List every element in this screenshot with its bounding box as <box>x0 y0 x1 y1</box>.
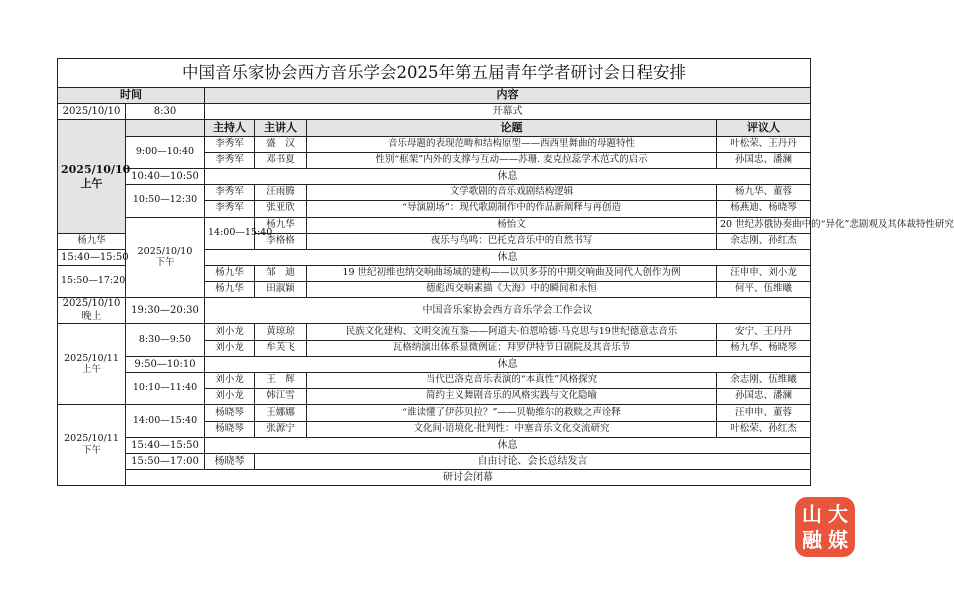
speaker-cell: 李格格 <box>255 233 307 249</box>
speaker-cell: 盛 汉 <box>255 136 307 152</box>
closing-cell: 研讨会闭幕 <box>126 470 811 486</box>
time-cell: 10:50—12:30 <box>126 185 205 217</box>
host-cell: 李秀军 <box>205 136 255 152</box>
reviewer-cell: 安宁、王丹丹 <box>717 324 811 340</box>
table-row <box>58 373 811 389</box>
table-row <box>58 324 811 340</box>
topic-cell: 性别“框架”内外的支撑与互动——苏珊. 麦克拉蕊学术范式的启示 <box>307 152 717 168</box>
reviewer-cell: 余志刚、孙红杰 <box>717 233 811 249</box>
host-cell: 杨九华 <box>58 233 126 249</box>
topic-cell: 音乐母题的表现范畴和结构原型——西西里舞曲的母题特性 <box>307 136 717 152</box>
topic-cell: 文化间·语境化·批判性：中塞音乐文化交流研究 <box>307 421 717 437</box>
date-cell: 2025/10/10 <box>58 104 126 120</box>
speaker-cell: 邹 迪 <box>255 266 307 282</box>
host-cell: 杨九华 <box>205 266 255 282</box>
speaker-cell: 汪雨腾 <box>255 185 307 201</box>
host-cell: 刘小龙 <box>205 340 255 356</box>
host-cell: 杨九华 <box>255 217 307 233</box>
logo-char: 融 <box>802 528 822 552</box>
reviewer-cell: 余志刚、伍维曦 <box>717 373 811 389</box>
table-row <box>58 136 811 152</box>
reviewer-cell: 杨燕迪、杨晓琴 <box>717 201 811 217</box>
reviewer-cell: 汪申申、刘小龙 <box>717 266 811 282</box>
time-cell: 10:10—11:40 <box>126 373 205 405</box>
subheader-topic: 论题 <box>307 120 717 136</box>
host-cell: 杨晓琴 <box>205 453 255 469</box>
topic-cell: 民族文化建构、文明交流互鉴——阿道夫·伯恩哈德·马克思与19世纪德意志音乐 <box>307 324 717 340</box>
header-time: 时间 <box>58 88 205 104</box>
time-cell: 15:50—17:20 <box>58 266 126 298</box>
subheader-reviewer: 评议人 <box>717 120 811 136</box>
work-meeting: 中国音乐家协会西方音乐学会工作会议 <box>205 298 811 324</box>
host-cell: 刘小龙 <box>205 389 255 405</box>
reviewer-cell: 叶松荣、孙红杰 <box>717 421 811 437</box>
speaker-cell: 杨怡文 <box>307 217 717 233</box>
time-cell: 15:50—17:00 <box>126 453 205 469</box>
host-cell: 杨晓琴 <box>205 421 255 437</box>
subheader-speaker: 主讲人 <box>255 120 307 136</box>
time-cell: 10:40—10:50 <box>126 168 205 184</box>
topic-cell: “导演剧场”：现代歌剧制作中的作品新阐释与再创造 <box>307 201 717 217</box>
page-title: 中国音乐家协会西方音乐学会2025年第五届青年学者研讨会日程安排 <box>58 59 811 88</box>
discussion-cell: 自由讨论、会长总结发言 <box>255 453 811 469</box>
speaker-cell: 牟芙飞 <box>255 340 307 356</box>
topic-cell: 20 世纪苏俄协奏曲中的“异化”悲剧观及其体裁特性研究 <box>717 217 811 233</box>
subheader-host: 主持人 <box>205 120 255 136</box>
host-cell: 刘小龙 <box>205 373 255 389</box>
host-cell: 李秀军 <box>205 152 255 168</box>
host-cell: 刘小龙 <box>205 324 255 340</box>
speaker-cell: 黄琼琼 <box>255 324 307 340</box>
date-cell: 2025/10/11 上午 <box>58 324 126 405</box>
reviewer-cell: 叶松荣、王丹丹 <box>717 136 811 152</box>
reviewer-cell: 杨九华、杨晓琴 <box>717 340 811 356</box>
reviewer-cell: 何平、伍维曦 <box>717 282 811 298</box>
logo-char: 媒 <box>828 528 848 552</box>
time-cell: 15:40—15:50 <box>58 249 126 265</box>
opening-ceremony: 开幕式 <box>205 104 811 120</box>
host-cell: 杨九华 <box>205 282 255 298</box>
speaker-cell: 王娜娜 <box>255 405 307 421</box>
speaker-cell: 王 辉 <box>255 373 307 389</box>
host-cell: 杨晓琴 <box>205 405 255 421</box>
speaker-cell: 张亚欣 <box>255 201 307 217</box>
speaker-cell: 张源宁 <box>255 421 307 437</box>
speaker-cell: 邓书夏 <box>255 152 307 168</box>
topic-cell: “谁读懂了伊莎贝拉？”——贝勒维尔的救赎之声诠释 <box>307 405 717 421</box>
topic-cell: 当代巴洛克音乐表演的“本真性”风格探究 <box>307 373 717 389</box>
reviewer-cell: 汪申申、董蓉 <box>717 405 811 421</box>
table-row <box>58 405 811 421</box>
header-content: 内容 <box>205 88 811 104</box>
time-cell: 9:50—10:10 <box>126 356 205 372</box>
reviewer-cell: 孙国忠、潘澜 <box>717 152 811 168</box>
schedule-table <box>57 58 954 486</box>
host-cell: 李秀军 <box>205 201 255 217</box>
time-cell: 9:00—10:40 <box>126 136 205 168</box>
host-cell: 李秀军 <box>205 185 255 201</box>
break-cell: 休息 <box>205 249 811 265</box>
date-cell: 2025/10/10 下午 <box>126 217 205 298</box>
date-cell: 2025/10/10 上午 <box>58 120 126 233</box>
reviewer-cell: 杨九华、董蓉 <box>717 185 811 201</box>
reviewer-cell: 孙国忠、潘澜 <box>717 389 811 405</box>
media-logo <box>795 497 855 557</box>
time-cell: 8:30—9:50 <box>126 324 205 356</box>
time-cell: 14:00—15:40 <box>205 217 255 249</box>
logo-char: 大 <box>828 502 848 526</box>
speaker-cell: 韩江雪 <box>255 389 307 405</box>
topic-cell: 夜乐与鸟鸣：巴托克音乐中的自然书写 <box>307 233 717 249</box>
break-cell: 休息 <box>205 168 811 184</box>
topic-cell: 简约主义舞剧音乐的风格实践与文化隐喻 <box>307 389 717 405</box>
date-cell: 2025/10/11 下午 <box>58 405 126 486</box>
break-cell: 休息 <box>205 437 811 453</box>
date-cell: 2025/10/10 晚上 <box>58 298 126 324</box>
topic-cell: 德彪西交响素描《大海》中的瞬间和永恒 <box>307 282 717 298</box>
table-row <box>58 185 811 201</box>
topic-cell: 瓦格纳演出体系显微例证：拜罗伊特节日剧院及其音乐节 <box>307 340 717 356</box>
table-row <box>58 217 811 233</box>
topic-cell: 文学歌剧的音乐戏剧结构逻辑 <box>307 185 717 201</box>
speaker-cell: 田淑颖 <box>255 282 307 298</box>
time-cell: 15:40—15:50 <box>126 437 205 453</box>
empty-cell <box>126 120 205 136</box>
topic-cell: 19 世纪初维也纳交响曲场域的建构——以贝多芬的中期交响曲及同代人创作为例 <box>307 266 717 282</box>
time-cell: 8:30 <box>126 104 205 120</box>
time-cell: 19:30—20:30 <box>126 298 205 324</box>
logo-char: 山 <box>802 502 822 526</box>
break-cell: 休息 <box>205 356 811 372</box>
time-cell: 14:00—15:40 <box>126 405 205 437</box>
